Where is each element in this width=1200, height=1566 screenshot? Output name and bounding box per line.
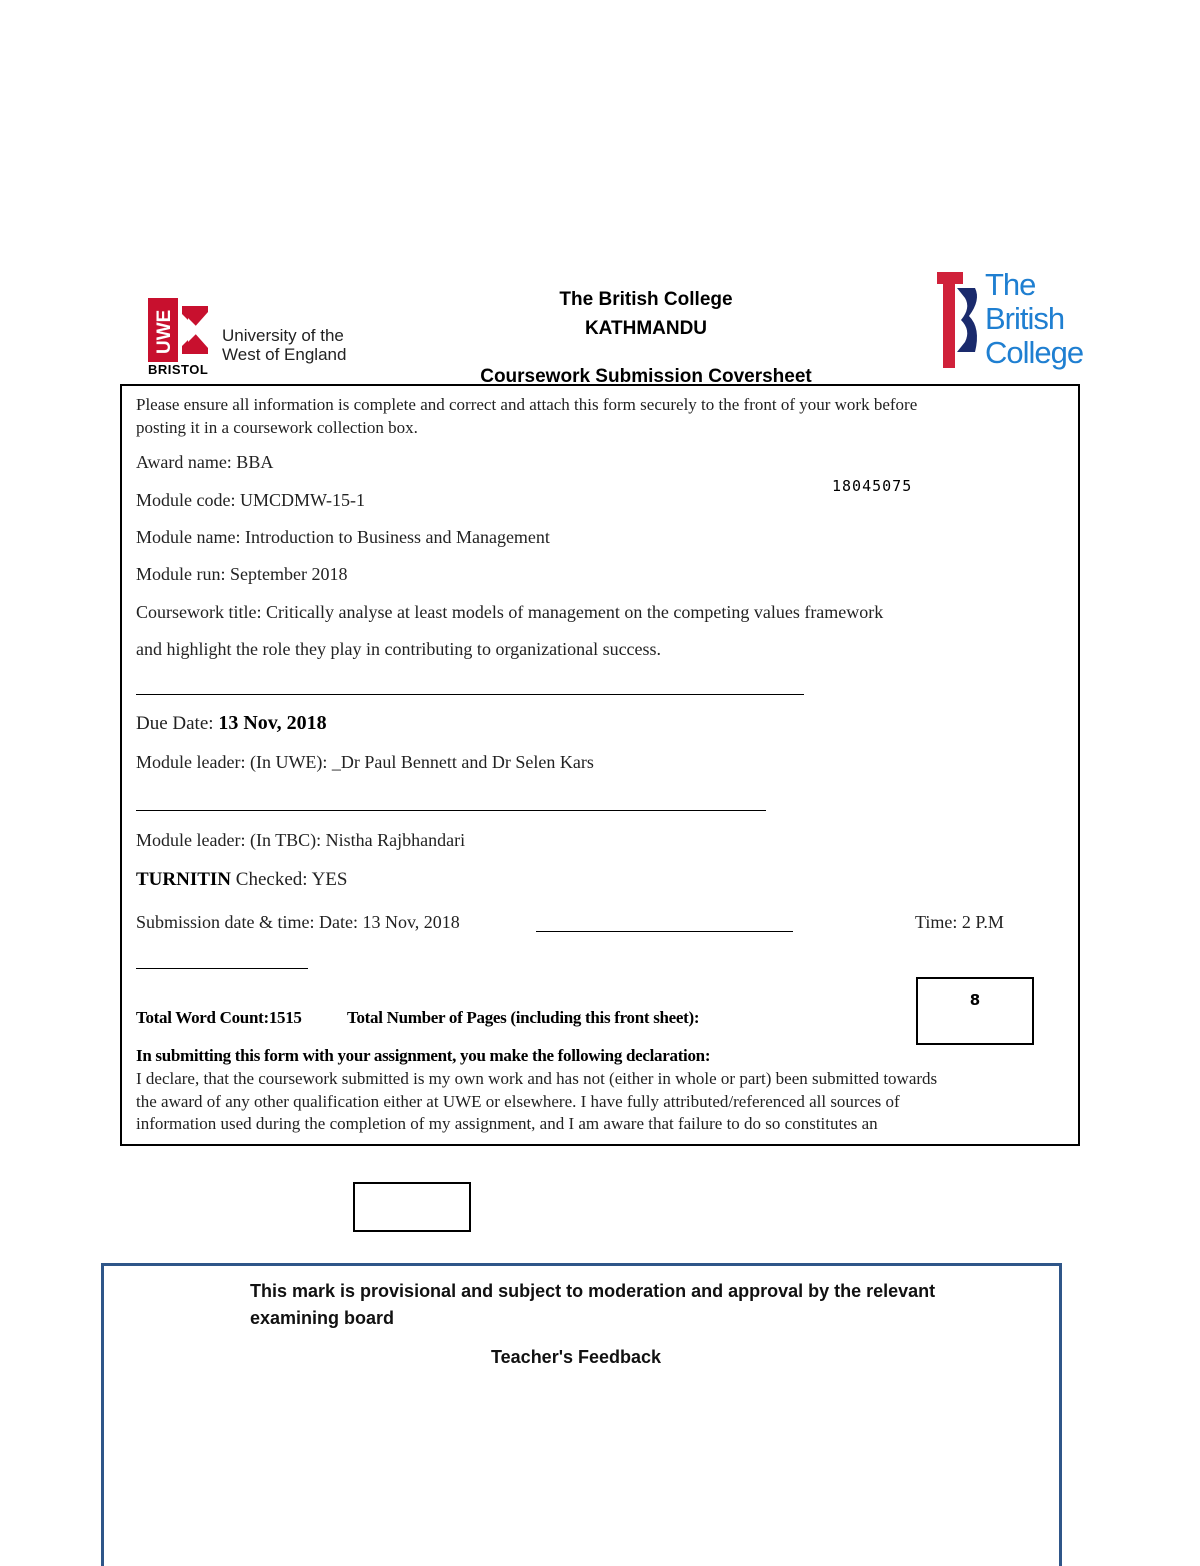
submission-time: Time: 2 P.M (915, 912, 1004, 932)
instructions-line2: posting it in a coursework collection box. (136, 418, 418, 437)
tbc-word-college: College (985, 335, 1084, 370)
turnitin-status (136, 869, 347, 891)
module-name: Module name: Introduction to Business and Management (136, 527, 550, 547)
total-pages-box (916, 977, 1034, 1045)
tbc-word-the: The (985, 267, 1036, 302)
form-title: Coursework Submission Coversheet (480, 366, 812, 383)
module-run: Module run: September 2018 (136, 564, 348, 584)
turnitin-label: TURNITIN (136, 869, 232, 890)
module-leader-uwe: Module leader: (In UWE): _Dr Paul Bennett and Dr Selen Kars (136, 752, 594, 772)
provisional-notice-line1: This mark is provisional and subject to moderation and approval by the relevant (250, 1281, 936, 1301)
underline-rule (136, 810, 766, 811)
underline-rule (136, 968, 308, 969)
coursework-title-line1: Coursework title: Critically analyse at least models of management on the competing values framework (136, 602, 884, 622)
tbc-monogram-icon (935, 270, 983, 370)
college-city: KATHMANDU (584, 318, 708, 339)
module-leader-tbc: Module leader: (In TBC): Nistha Rajbhandari (136, 830, 466, 850)
declaration-line1: I declare, that the coursework submitted is my own work and has not (either in whole or part) been submitted towards (136, 1069, 938, 1088)
submission-date: Submission date & time: Date: 13 Nov, 2018 (136, 912, 460, 932)
underline-rule (136, 694, 804, 695)
student-id: 18045075 (832, 477, 913, 495)
provisional-notice-line2: examining board (250, 1308, 395, 1328)
due-date (136, 712, 327, 735)
uwe-name-line2: West of England (222, 345, 347, 364)
uwe-city: BRISTOL (148, 362, 209, 377)
total-pages-value: 8 (969, 991, 981, 1009)
total-pages-label: Total Number of Pages (including this front sheet): (347, 1008, 700, 1027)
instructions-line1: Please ensure all information is complete and correct and attach this form securely to the front of your work before (136, 395, 918, 414)
underline-rule (536, 931, 793, 932)
declaration-line3: information used during the completion of my assignment, and I am aware that failure to do so constitutes an (136, 1114, 878, 1133)
coursework-title-line2: and highlight the role they play in contributing to organizational success. (136, 639, 662, 659)
module-code: Module code: UMCDMW-15-1 (136, 490, 365, 510)
due-date-value: 13 Nov, 2018 (218, 712, 327, 734)
tbc-logo (935, 268, 1085, 372)
mark-box (353, 1182, 471, 1232)
turnitin-value: Checked: YES (231, 869, 348, 890)
declaration-line2: the award of any other qualification either at UWE or elsewhere. I have fully attributed/referenced all sources of (136, 1092, 900, 1111)
uwe-crest-icon (148, 298, 212, 362)
uwe-name-line1: University of the (222, 326, 344, 345)
teacher-feedback-heading: Teacher's Feedback (491, 1347, 662, 1367)
award-name: Award name: BBA (136, 452, 274, 472)
declaration-heading: In submitting this form with your assignment, you make the following declaration: (136, 1046, 711, 1065)
tbc-word-british: British (985, 301, 1065, 336)
college-name: The British College (559, 289, 733, 310)
svg-text:UWE: UWE (154, 309, 175, 354)
word-count: Total Word Count:1515 (136, 1008, 302, 1027)
feedback-section (101, 1263, 1062, 1566)
uwe-logo (148, 298, 368, 378)
due-date-label: Due Date: (136, 713, 219, 734)
